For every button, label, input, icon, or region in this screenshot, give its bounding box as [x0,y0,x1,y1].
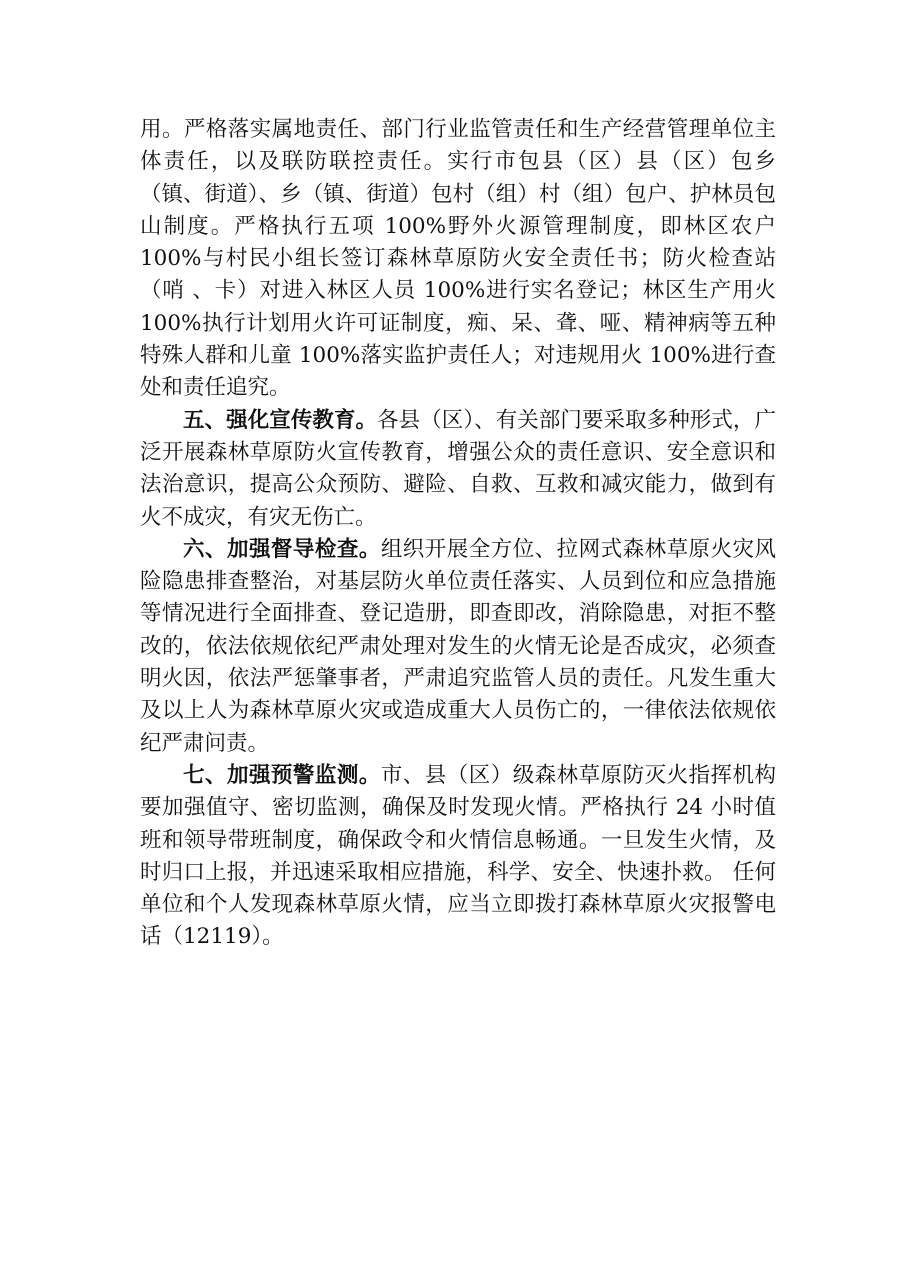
section-heading: 五、强化宣传教育。 [183,407,378,433]
paragraph-text: 用。严格落实属地责任、部门行业监管责任和生产经营管理单位主体责任，以及联防联控责任。实行市包县（区）县（区）包乡（镇、街道）、乡（镇、街道）包村（组）村（组）包户、护林员包山制度。严格执行五项 100%野外火源管理制度，即林区农户 100%与村民小组长签订森林草原防火安全责任书；防火检查站（哨 、卡）对进入林区人员 100%进行实名登记；林区生产用火 100%执行计划用火许可证制度，痴、呆、聋、哑、精神病等五种特殊人群和儿童 100%落实监护责任人；对违规用火 100%进行查处和责任追究。 [140,117,776,401]
paragraph-text: 各县（区）、有关部门要采取多种形式，广泛开展森林草原防火宣传教育，增强公众的责任意识、安全意识和法治意识，提高公众预防、避险、自救、互救和减灾能力，做到有火不成灾，有灾无伤亡。 [140,407,776,530]
document-page [140,114,776,954]
paragraph-responsibility [140,114,776,405]
section-heading: 七、加强预警监测。 [183,762,381,788]
paragraph-warning-monitoring [140,760,776,954]
paragraph-supervision-inspection [140,534,776,760]
paragraph-publicity-education [140,405,776,534]
paragraph-text: 组织开展全方位、拉网式森林草原火灾风险隐患排查整治，对基层防火单位责任落实、人员到位和应急措施等情况进行全面排查、登记造册，即查即改，消除隐患，对拒不整改的，依法依规依纪严肃处理对发生的火情无论是否成灾，必须查明火因，依法严惩肇事者，严肃追究监管人员的责任。凡发生重大及以上人为森林草原火灾或造成重大人员伤亡的，一律依法依规依纪严肃问责。 [140,536,776,756]
paragraph-text: 市、县（区）级森林草原防灭火指挥机构要加强值守、密切监测，确保及时发现火情。严格执行 24 小时值班和领导带班制度，确保政令和火情信息畅通。一旦发生火情，及时归口上报，并迅速采取相应措施，科学、安全、快速扑救。 任何单位和个人发现森林草原火情，应当立即拨打森林草原火灾报警电话（12119）。 [140,762,776,950]
section-heading: 六、加强督导检查。 [183,536,381,562]
